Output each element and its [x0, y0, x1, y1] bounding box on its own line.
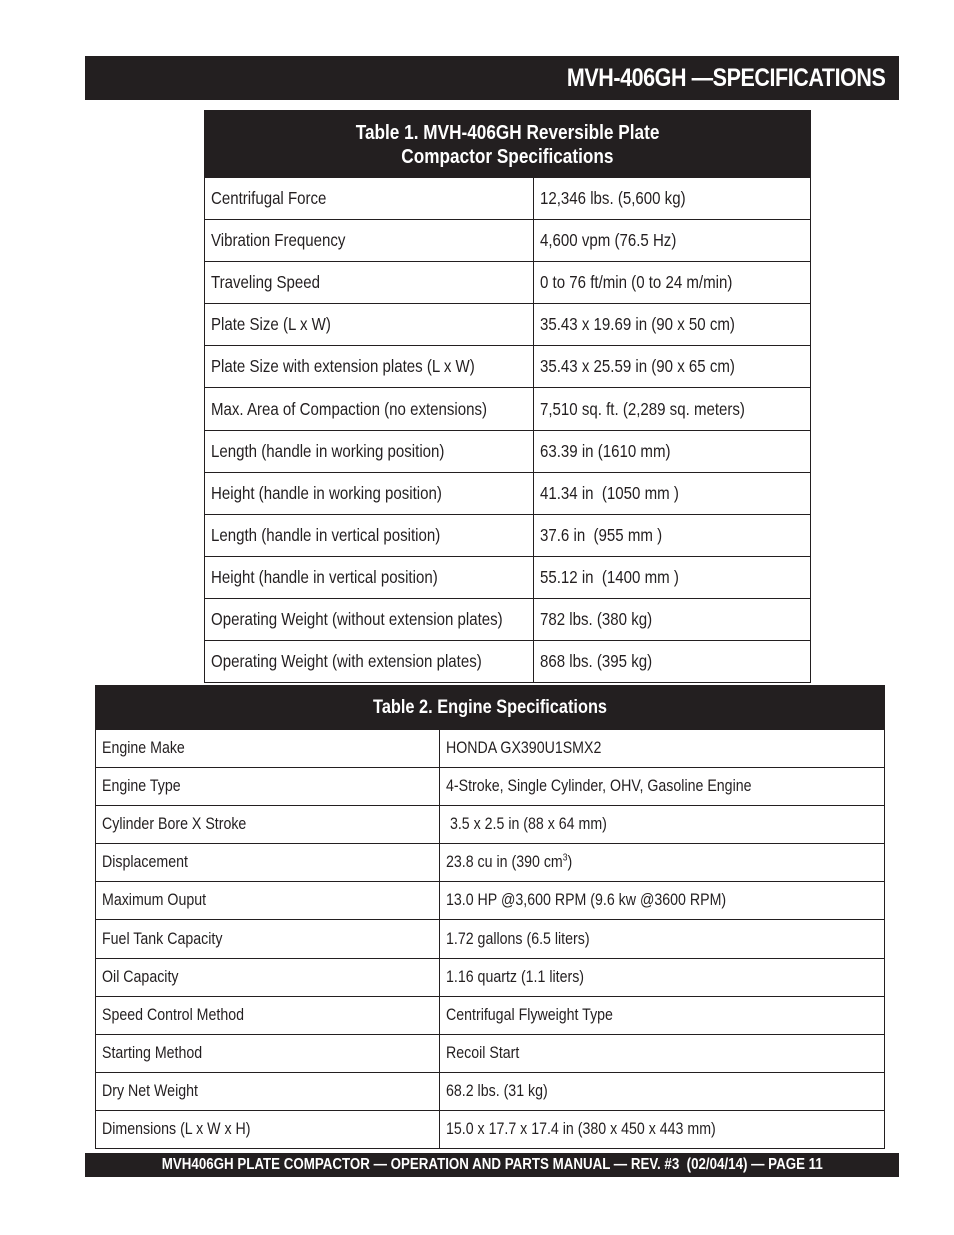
table-title: Table 2. Engine Specifications	[96, 686, 885, 730]
spec-value: 68.2 lbs. (31 kg)	[440, 1072, 885, 1110]
table-row	[205, 304, 811, 346]
spec-value: 3.5 x 2.5 in (88 x 64 mm)	[440, 806, 885, 844]
spec-label: Oil Capacity	[96, 958, 440, 996]
table-header-row	[205, 111, 811, 178]
table-row	[205, 472, 811, 514]
spec-label: Plate Size (L x W)	[205, 304, 534, 346]
spec-value: 1.72 gallons (6.5 liters)	[440, 920, 885, 958]
table-row	[96, 1034, 885, 1072]
spec-label: Cylinder Bore X Stroke	[96, 806, 440, 844]
spec-value: 37.6 in (955 mm )	[534, 514, 811, 556]
table-row	[205, 641, 811, 683]
spec-label: Operating Weight (with extension plates)	[205, 641, 534, 683]
spec-label: Speed Control Method	[96, 996, 440, 1034]
spec-value: Recoil Start	[440, 1034, 885, 1072]
table-row	[96, 920, 885, 958]
page-footer	[85, 1153, 899, 1177]
spec-label: Starting Method	[96, 1034, 440, 1072]
table-row	[205, 262, 811, 304]
compactor-specifications-table	[204, 110, 811, 683]
spec-value: 868 lbs. (395 kg)	[534, 641, 811, 683]
spec-label: Length (handle in vertical position)	[205, 514, 534, 556]
spec-value: 15.0 x 17.7 x 17.4 in (380 x 450 x 443 mm)	[440, 1110, 885, 1148]
spec-label: Length (handle in working position)	[205, 430, 534, 472]
spec-label: Height (handle in working position)	[205, 472, 534, 514]
spec-label: Traveling Speed	[205, 262, 534, 304]
spec-label: Dry Net Weight	[96, 1072, 440, 1110]
spec-label: Height (handle in vertical position)	[205, 556, 534, 598]
table-row	[205, 556, 811, 598]
spec-value: 13.0 HP @3,600 RPM (9.6 kw @3600 RPM)	[440, 882, 885, 920]
table-row	[96, 806, 885, 844]
table-row	[96, 730, 885, 768]
table-row	[205, 178, 811, 220]
spec-label: Centrifugal Force	[205, 178, 534, 220]
table-row	[96, 768, 885, 806]
table-row	[96, 882, 885, 920]
table-header-row	[96, 686, 885, 730]
table-row	[205, 220, 811, 262]
spec-label: Plate Size with extension plates (L x W)	[205, 346, 534, 388]
page-header	[85, 56, 899, 100]
table-row	[96, 958, 885, 996]
footer-text: MVH406GH PLATE COMPACTOR — OPERATION AND PARTS MANUAL — REV. #3 (02/04/14) — PAGE 11	[161, 1156, 823, 1173]
table-row	[96, 844, 885, 882]
spec-label: Displacement	[96, 844, 440, 882]
spec-value: Centrifugal Flyweight Type	[440, 996, 885, 1034]
spec-value: HONDA GX390U1SMX2	[440, 730, 885, 768]
spec-value: 4-Stroke, Single Cylinder, OHV, Gasoline Engine	[440, 768, 885, 806]
spec-label: Vibration Frequency	[205, 220, 534, 262]
spec-value: 35.43 x 19.69 in (90 x 50 cm)	[534, 304, 811, 346]
spec-value: 55.12 in (1400 mm )	[534, 556, 811, 598]
table-row	[205, 346, 811, 388]
spec-value: 12,346 lbs. (5,600 kg)	[534, 178, 811, 220]
spec-label: Engine Make	[96, 730, 440, 768]
table-row	[96, 1110, 885, 1148]
table-row	[96, 1072, 885, 1110]
spec-label: Engine Type	[96, 768, 440, 806]
spec-label: Max. Area of Compaction (no extensions)	[205, 388, 534, 430]
spec-label: Dimensions (L x W x H)	[96, 1110, 440, 1148]
spec-value: 782 lbs. (380 kg)	[534, 598, 811, 640]
table-row	[205, 430, 811, 472]
spec-value: 7,510 sq. ft. (2,289 sq. meters)	[534, 388, 811, 430]
table-title	[205, 111, 811, 178]
table-title-line2: Compactor Specifications	[401, 146, 614, 168]
spec-value: 35.43 x 25.59 in (90 x 65 cm)	[534, 346, 811, 388]
spec-value: 4,600 vpm (76.5 Hz)	[534, 220, 811, 262]
spec-label: Operating Weight (without extension plates)	[205, 598, 534, 640]
table-row	[205, 514, 811, 556]
spec-value: 41.34 in (1050 mm )	[534, 472, 811, 514]
spec-label: Fuel Tank Capacity	[96, 920, 440, 958]
table-row	[96, 996, 885, 1034]
spec-value: 23.8 cu in (390 $cm^3$)	[440, 844, 885, 882]
table-title-line1: Table 1. MVH-406GH Reversible Plate	[355, 122, 660, 144]
spec-label: Maximum Ouput	[96, 882, 440, 920]
page-title: MVH-406GH —SPECIFICATIONS	[566, 63, 885, 92]
spec-value: 0 to 76 ft/min (0 to 24 m/min)	[534, 262, 811, 304]
spec-value: 63.39 in (1610 mm)	[534, 430, 811, 472]
table-row	[205, 388, 811, 430]
engine-specifications-table	[95, 685, 885, 1149]
table-row	[205, 598, 811, 640]
spec-value: 1.16 quartz (1.1 liters)	[440, 958, 885, 996]
